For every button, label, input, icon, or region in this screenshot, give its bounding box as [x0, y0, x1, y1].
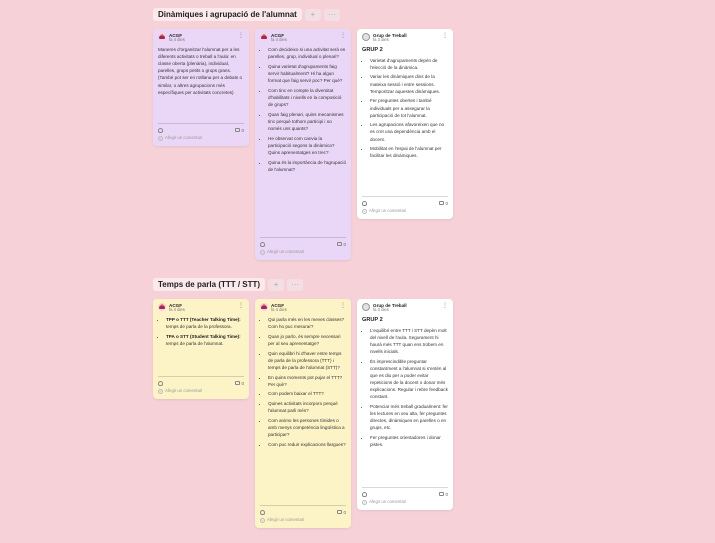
add-comment-button[interactable]: + Afegir un comentari [363, 499, 407, 506]
add-comment-icon: + [261, 518, 264, 524]
like-icon[interactable] [362, 201, 367, 206]
post-card[interactable] [255, 299, 351, 528]
comment-count: 0 [337, 509, 346, 516]
like-icon[interactable] [158, 128, 163, 133]
more-options-icon[interactable]: ⋮ [442, 303, 448, 309]
more-options-icon[interactable]: ⋮ [340, 303, 346, 309]
add-comment-button[interactable]: + Afegir un comentari [363, 208, 407, 215]
list-item: • Quina és la importància de l'agrupació de l'alumnat? [268, 159, 346, 173]
list-item: • Com puc reduir explicacions llargues? [268, 441, 346, 448]
like-icon[interactable] [260, 242, 265, 247]
comment-count: 0 [337, 241, 346, 248]
post-author: Grup de Treball [373, 33, 407, 38]
list-item: • Les agrupacions afavoreixen que no es creï una dependència amb el docent. [370, 121, 448, 142]
post-author: ACGF [169, 33, 183, 38]
question-list [260, 316, 346, 448]
post-heading: GRUP 2 [362, 47, 383, 53]
add-comment-button[interactable]: + Afegir un comentari [261, 517, 305, 524]
post-card[interactable] [357, 29, 453, 219]
list-item: • Com decideixo si una activitat serà en parelles, grup, individual o plenari? [268, 46, 346, 60]
like-icon[interactable] [158, 381, 163, 386]
list-item: • Quina varietat d'agrupaments faig servir habitualment? Hi ha algun format que faig servir poc? Per què? [268, 63, 346, 84]
avatar [362, 33, 370, 41]
comment-count: 0 [439, 200, 448, 207]
list-item: • Mobilitat en l'espai de l'alumnat per facilitar les dinàmiques. [370, 145, 448, 159]
list-item: • L'equilibri entre TTT i STT depèn molt del nivell de l'aula. Segurament hi haurà més TTT quan ens trobem en nivells inicials. [370, 327, 448, 355]
post-time: fa 4 dies [271, 307, 287, 313]
comment-count: 0 [235, 127, 244, 134]
list-item: • He observat com canvia la participació segons la dinàmica? Quins aprenentatges en trec? [268, 135, 346, 156]
post-time: fa 4 dies [169, 37, 185, 43]
list-item: • Quan faig plenari, quins mecanismes tinc perquè tothom participi i no només uns quants? [268, 111, 346, 132]
add-post-button[interactable]: + [268, 279, 284, 291]
comment-count: 0 [439, 491, 448, 498]
post-author: Grup de Treball [373, 303, 407, 308]
list-item: • Fer preguntes obertes i també individuals per a assegurar la participació de tot l'alumnat. [370, 97, 448, 118]
post-heading: GRUP 2 [362, 317, 383, 323]
add-comment-button[interactable]: + Afegir un comentari [159, 135, 203, 142]
post-text: Maneres d'organitzar l'alumnat per a les diferents activitats o treball a l'aula: en classe oberta (plenària), individual, parelles, grups petits o grups grans. (També pot ser en rotllana per a debats o similar, o altres agrupacions més específiques per activitats concretes) [158, 47, 243, 95]
post-author: ACGF [271, 33, 285, 38]
list-item: • TPA o STT (Student Talking Time): temps de parla de l'alumnat. [166, 333, 244, 347]
comment-icon [235, 128, 240, 132]
list-item: • Com tinc en compte la diversitat d'habilitats i nivells en la composició de grups? [268, 87, 346, 108]
list-item: • Quin equilibri hi d'haver entre temps de parla de la professora (TTT) i temps de parla de l'alumnat (STT)? [268, 350, 346, 371]
add-comment-icon: + [159, 389, 162, 395]
definition-list [158, 316, 244, 347]
avatar [158, 33, 166, 41]
avatar [158, 303, 166, 311]
list-item: • Variar les dinàmiques dins de la mateixa sessió i entre sessions. Temporitzar aquestes dinàmiques. [370, 73, 448, 94]
section-header-temps-de-parla [153, 278, 303, 291]
comment-icon [439, 492, 444, 496]
section-title[interactable]: Dinàmiques i agrupació de l'alumnat [153, 8, 302, 21]
avatar [362, 303, 370, 311]
more-options-icon[interactable]: ⋮ [238, 33, 244, 39]
add-post-button[interactable]: + [305, 9, 321, 21]
post-time: fa 4 dies [271, 37, 287, 43]
post-card[interactable] [255, 29, 351, 260]
post-time: fa 3 dies [373, 307, 389, 313]
post-time: fa 3 dies [373, 37, 389, 43]
avatar [260, 33, 268, 41]
like-icon[interactable] [362, 492, 367, 497]
section-header-dinamiques [153, 8, 340, 21]
post-card[interactable] [153, 299, 249, 399]
section-more-button[interactable]: ··· [324, 9, 340, 21]
more-options-icon[interactable]: ⋮ [340, 33, 346, 39]
list-item: • Com animo les persones tímides o amb menys competència lingüística a participar? [268, 417, 346, 438]
add-comment-icon: + [159, 136, 162, 142]
section-more-button[interactable]: ··· [287, 279, 303, 291]
section-title[interactable]: Temps de parla (TTT / STT) [153, 278, 265, 291]
list-item: • Varietat d'agrupaments depèn de l'elecció de la dinàmica. [370, 57, 448, 71]
list-item: • Fer preguntes orientadores i donar pistes. [370, 434, 448, 448]
post-card[interactable] [153, 29, 249, 146]
more-options-icon[interactable]: ⋮ [238, 303, 244, 309]
list-item: • TPP o TTT (Teacher Talking Time): temps de parla de la professora. [166, 316, 244, 330]
answer-list [362, 327, 448, 449]
like-icon[interactable] [260, 510, 265, 515]
add-comment-icon: + [363, 500, 366, 506]
comment-icon [235, 381, 240, 385]
comment-icon [337, 510, 342, 514]
answer-list [362, 57, 448, 160]
comment-icon [337, 242, 342, 246]
more-options-icon[interactable]: ⋮ [442, 33, 448, 39]
add-comment-icon: + [261, 250, 264, 256]
add-comment-button[interactable]: + Afegir un comentari [159, 388, 203, 395]
post-author: ACGF [169, 303, 183, 308]
question-list [260, 46, 346, 173]
list-item: • Potenciar més treball gradualment: fer les lectures en veu alta, fer preguntes directes, dinàmiques en parelles o en grups, etc. [370, 403, 448, 431]
list-item: • En quins moments pot pujar el TTT? Per què? [268, 374, 346, 388]
avatar [260, 303, 268, 311]
comment-icon [439, 201, 444, 205]
list-item: • Quines activitats incorporo perquè l'alumnat parli més? [268, 400, 346, 414]
add-comment-icon: + [363, 209, 366, 215]
list-item: • Qui parla més en les meves classes? Com ho puc mesurar? [268, 316, 346, 330]
list-item: • Com podem baixar el TTT? [268, 390, 346, 397]
post-author: ACGF [271, 303, 285, 308]
post-time: fa 4 dies [169, 307, 185, 313]
list-item: • És imprescindible preguntar constantment a l'alumnat si s'entén al que es diu per a poder evitar repeticions de la docent o donar més explicacions. Regular i rebre feedback constant. [370, 358, 448, 401]
comment-count: 0 [235, 380, 244, 387]
add-comment-button[interactable]: + Afegir un comentari [261, 249, 305, 256]
post-card[interactable] [357, 299, 453, 510]
list-item: • Quan jo parlo, és sempre necessari per al seu aprenentatge? [268, 333, 346, 347]
